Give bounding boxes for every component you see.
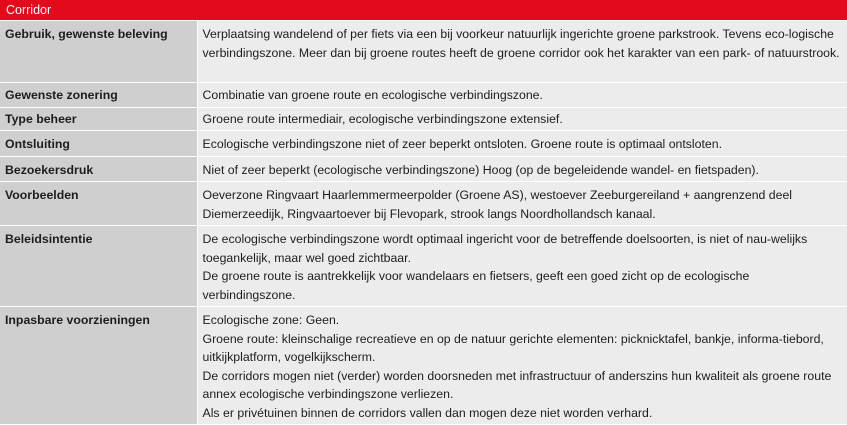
table-row xyxy=(0,83,847,108)
value-line: Verplaatsing wandelend of per fiets via een bij voorkeur natuurlijk ingerichte groene parkstrook. Tevens eco-logische verbindingszone. Meer dan bij groene routes heeft de groene corridor ook het karakter van een park- of natuurstrook. xyxy=(202,27,840,60)
table-row xyxy=(0,21,847,83)
table-row xyxy=(0,131,847,157)
row-value xyxy=(197,83,847,108)
row-label: Type beheer xyxy=(0,107,197,131)
table-row xyxy=(0,182,847,226)
row-label: Beleidsintentie xyxy=(0,226,197,307)
row-label: Inpasbare voorzieningen xyxy=(0,307,197,425)
row-value xyxy=(197,156,847,182)
value-line: Ecologische zone: Geen. xyxy=(202,313,340,327)
value-line: Groene route: kleinschalige recreatieve en op de natuur gerichte elementen: picknicktafel, bankje, informa-tiebord, uitkijkplatform, vogelkijkscherm. xyxy=(202,331,824,364)
row-value xyxy=(197,182,847,226)
row-label: Ontsluiting xyxy=(0,131,197,157)
table-row xyxy=(0,107,847,131)
table-row xyxy=(0,156,847,182)
value-line: De groene route is aantrekkelijk voor wandelaars en fietsers, geeft een goed zicht op de ecologische verbindingszone. xyxy=(202,269,750,302)
value-line: De corridors mogen niet (verder) worden doorsneden met infrastructuur of anderszins hun kwaliteit als groene route annex ecologische verbindingszone verliezen. xyxy=(202,368,832,401)
value-line: Ecologische verbindingszone niet of zeer beperkt ontsloten. Groene route is optimaal ontsloten. xyxy=(202,137,723,151)
value-line: Combinatie van groene route en ecologische verbindingszone. xyxy=(202,88,543,102)
table-row xyxy=(0,307,847,425)
row-value xyxy=(197,131,847,157)
row-label: Voorbeelden xyxy=(0,182,197,226)
value-line: Groene route intermediair, ecologische verbindingszone extensief. xyxy=(202,111,563,126)
row-value xyxy=(197,226,847,307)
value-line: Als er privétuinen binnen de corridors vallen dan mogen deze niet worden verhard. xyxy=(202,405,653,420)
row-label: Bezoekersdruk xyxy=(0,156,197,182)
table-title: Corridor xyxy=(0,0,847,21)
corridor-table xyxy=(0,21,847,425)
row-label: Gebruik, gewenste beleving xyxy=(0,21,197,83)
table-row xyxy=(0,226,847,307)
row-label: Gewenste zonering xyxy=(0,83,197,108)
value-line: De ecologische verbindingszone wordt optimaal ingericht voor de betreffende doelsoorten, is niet of nau-welijks toegankelijk, maar wel goed zichtbaar. xyxy=(202,232,808,265)
value-line: Niet of zeer beperkt (ecologische verbindingszone) Hoog (op de begeleidende wandel- en fietspaden). xyxy=(202,162,759,177)
value-line: Oeverzone Ringvaart Haarlemmermeerpolder (Groene AS), westoever Zeeburgereiland + aangrenzend deel Diemerzeedijk, Ringvaartoever bij Flevopark, strook langs Noordhollandsch kanaal. xyxy=(202,188,793,221)
row-value xyxy=(197,307,847,425)
row-value xyxy=(197,21,847,83)
row-value xyxy=(197,107,847,131)
